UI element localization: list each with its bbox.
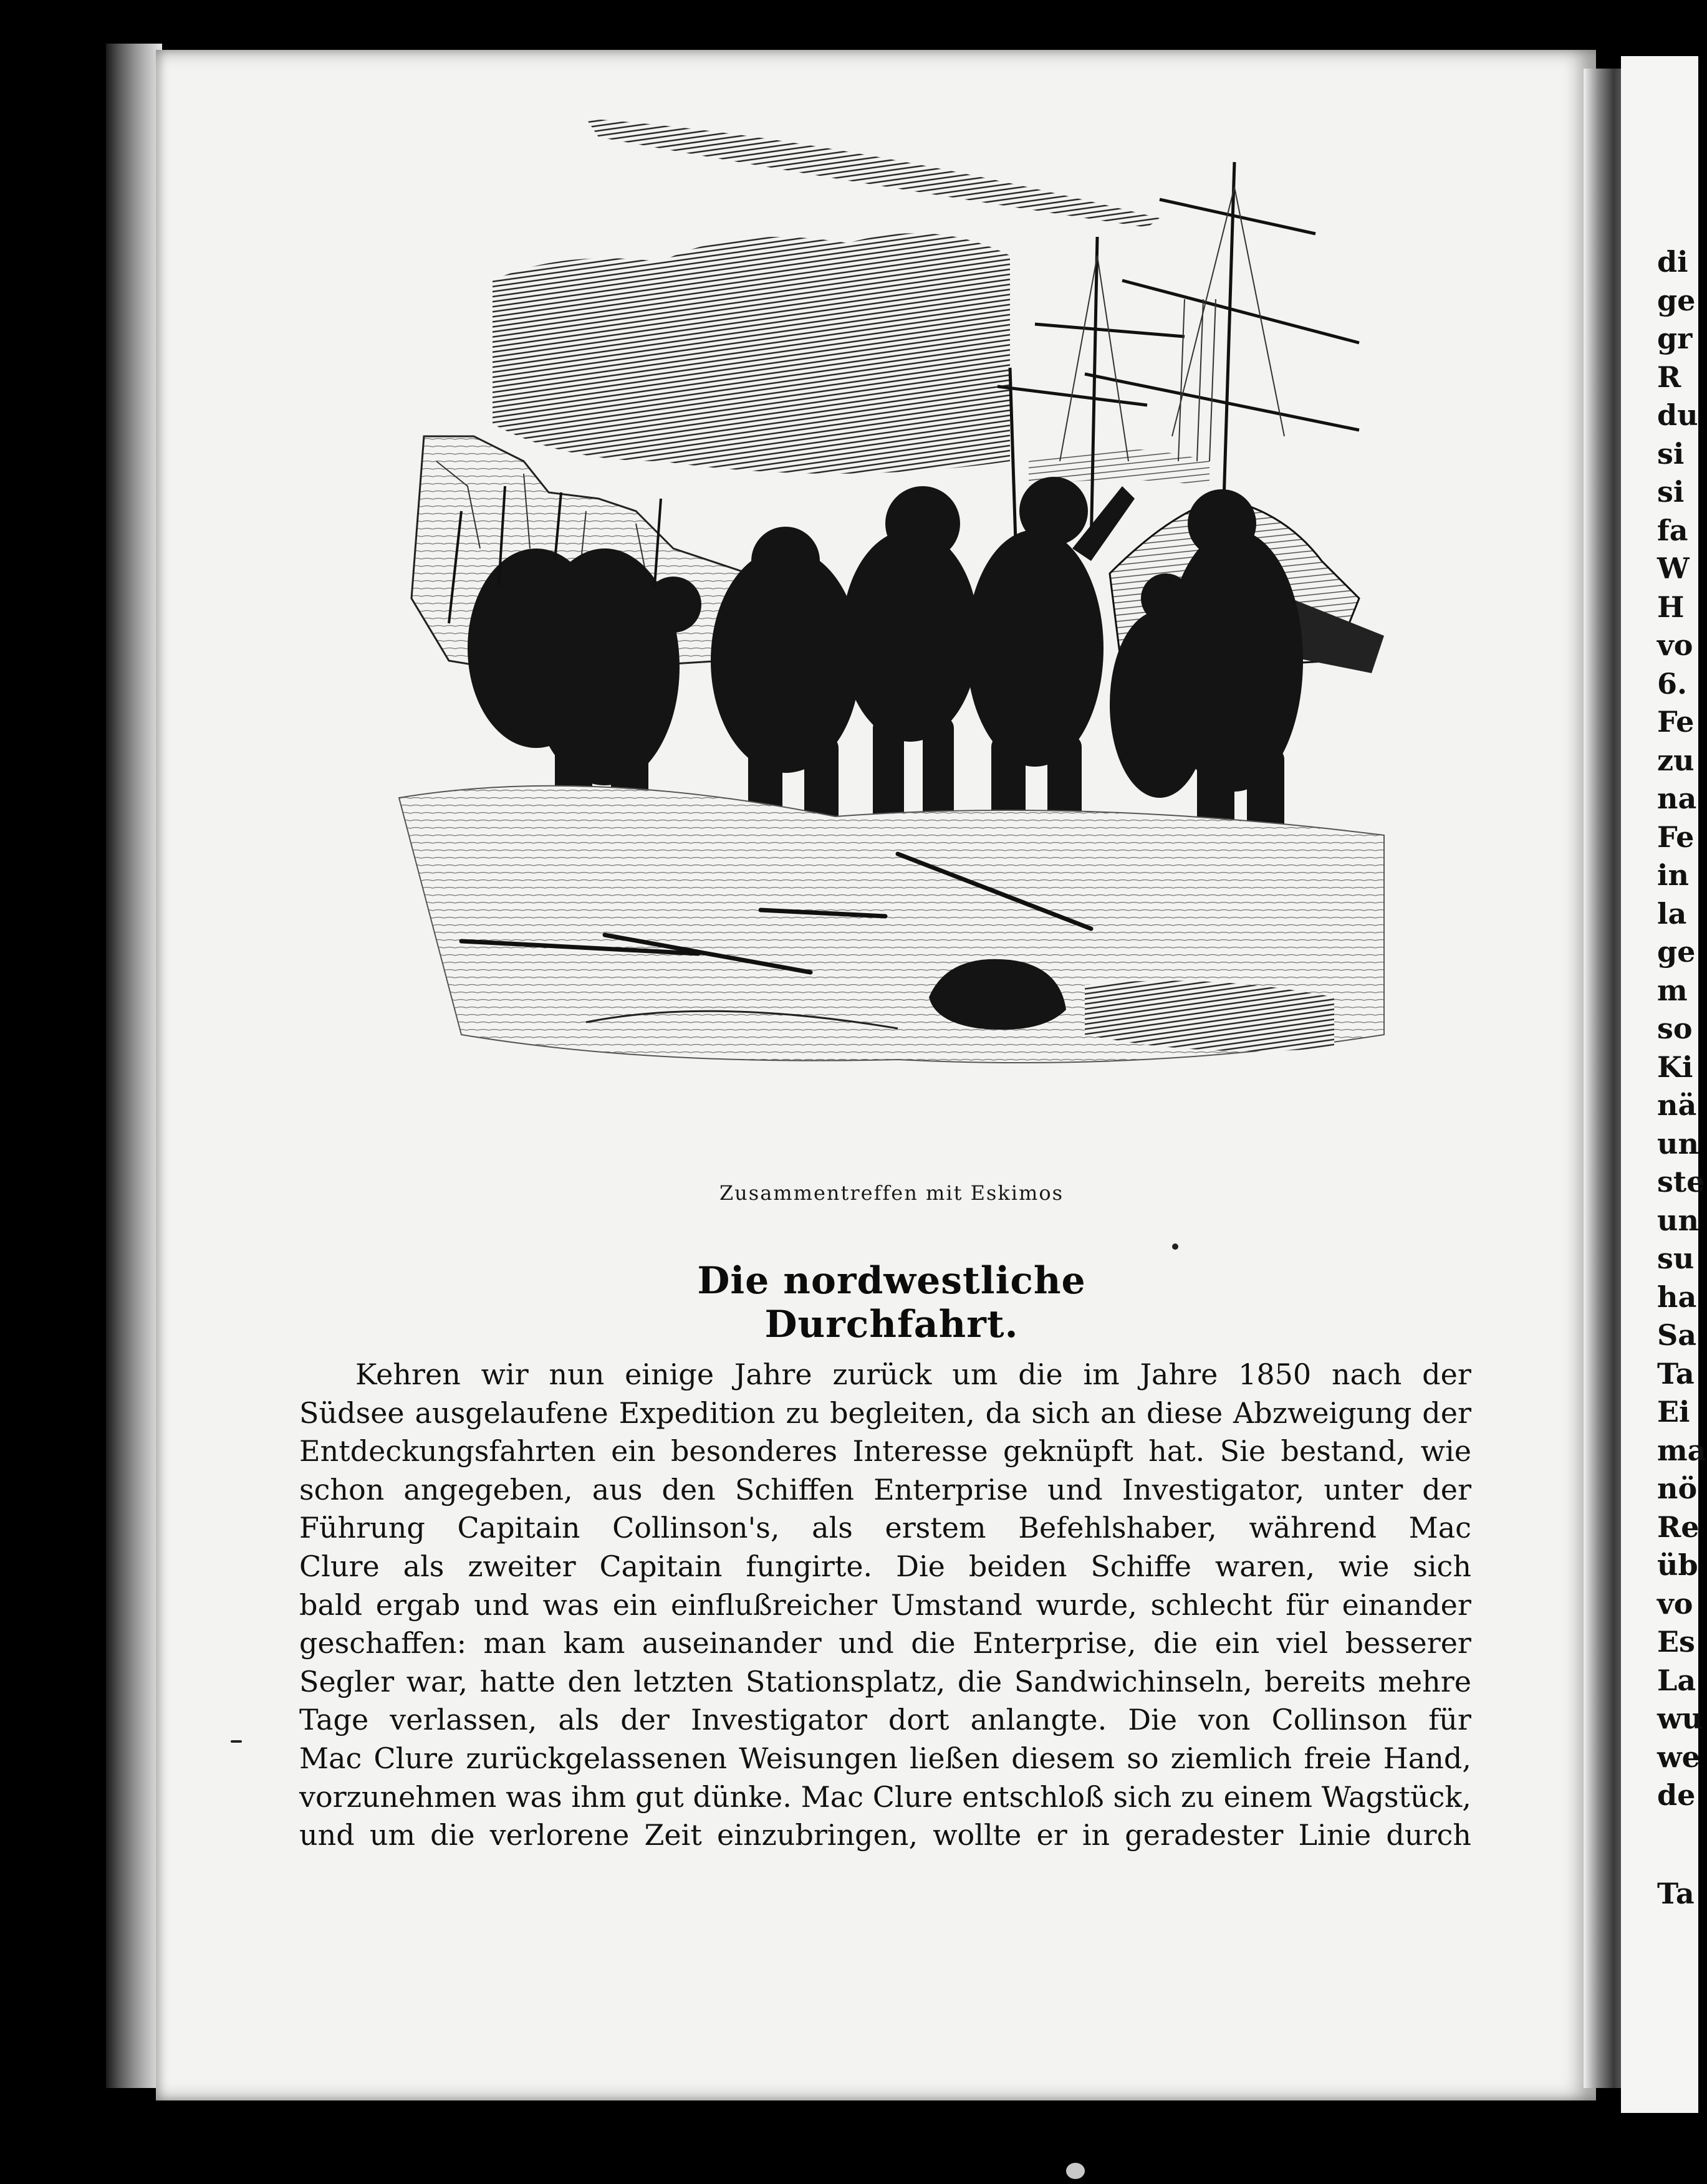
right-page-fragment: de	[1657, 1778, 1696, 1812]
book-spine	[106, 44, 162, 2088]
right-page-fragment: su	[1657, 1242, 1695, 1275]
right-page-fragment: Ta	[1657, 1356, 1695, 1391]
right-page-fragment: 6.	[1657, 666, 1688, 701]
sky-streak	[586, 118, 1160, 228]
section-heading: Die nordwestliche Durchfahrt.	[697, 1259, 1086, 1346]
right-page-fragment: si	[1657, 436, 1685, 471]
right-page-fragment: gr	[1657, 322, 1693, 355]
text-line: Entdeckungsfahrten ein besonderes Interesse geknüpft hat. Sie bestand, wie	[299, 1434, 1471, 1468]
right-page-fragment: La	[1657, 1663, 1696, 1697]
right-page-fragment: W	[1657, 552, 1690, 585]
cloud-mass	[493, 233, 1010, 474]
right-page-fragment: ge	[1657, 283, 1696, 317]
text-line: bald ergab und was ein einflußreicher Umstand wurde, schlecht für einander	[299, 1588, 1471, 1622]
right-page-fragment: Ki	[1657, 1050, 1693, 1084]
text-line: Tage verlassen, als der Investigator dort anlangte. Die von Collinson für	[299, 1703, 1471, 1737]
right-page-fragment: la	[1657, 896, 1687, 931]
right-page-fragment: nö	[1657, 1472, 1698, 1505]
text-line: Südsee ausgelaufene Expedition zu begleiten, da sich an diese Abzweigung der	[299, 1396, 1471, 1430]
right-page-fragment: Ta	[1657, 1876, 1695, 1910]
right-page-fragment: vo	[1657, 628, 1693, 662]
right-page-fragment: nä	[1657, 1088, 1697, 1122]
right-page-fragment: ste	[1657, 1165, 1705, 1199]
right-page-fragment: Sa	[1657, 1318, 1697, 1352]
right-page-fragment: we	[1657, 1740, 1700, 1774]
text-line: vorzunehmen was ihm gut dünke. Mac Clure entschloß sich zu einem Wagstück,	[299, 1779, 1471, 1814]
right-page-fragment: H	[1657, 590, 1685, 624]
right-page-fragment: Es	[1657, 1625, 1695, 1659]
right-page-fragment: ha	[1657, 1280, 1697, 1314]
right-page-fragment: fa	[1657, 513, 1688, 547]
text-line: Mac Clure zurückgelassenen Weisungen ließen diesem so ziemlich freie Hand,	[299, 1741, 1471, 1775]
book-page-right	[1621, 56, 1706, 2113]
illustration-caption: Zusammentreffen mit Eskimos	[719, 1181, 1064, 1205]
text-line: Segler war, hatte den letzten Stationsplatz, die Sandwichinseln, bereits mehre	[299, 1664, 1471, 1698]
right-page-fragment: üb	[1657, 1548, 1698, 1582]
text-line: Kehren wir nun einige Jahre zurück um die im Jahre 1850 nach der	[355, 1358, 1471, 1391]
right-page-fragment: Fe	[1657, 705, 1695, 739]
text-line: schon angegeben, aus den Schiffen Enterprise und Investigator, unter der	[299, 1472, 1471, 1506]
right-page-fragment: ma	[1657, 1433, 1706, 1467]
right-page-fragment: ge	[1657, 935, 1696, 969]
right-page-fragment: so	[1657, 1012, 1693, 1045]
right-page-fragment: un	[1657, 1203, 1699, 1237]
right-page-fragment: Ei	[1657, 1395, 1690, 1429]
print-speck	[1172, 1243, 1178, 1250]
right-page-fragment: vo	[1657, 1586, 1693, 1621]
right-page-fragment: di	[1657, 245, 1688, 279]
right-page-fragment: zu	[1657, 743, 1695, 777]
body-paragraph	[299, 1356, 1471, 1855]
right-page-text-fragments	[1657, 243, 1707, 1913]
print-speck	[231, 1740, 242, 1743]
text-line: Führung Capitain Collinson's, als erstem Befehlshaber, während Mac	[299, 1511, 1471, 1545]
right-page-fragment: un	[1657, 1126, 1699, 1161]
right-page-fragment: du	[1657, 398, 1698, 432]
print-speck	[1066, 2163, 1085, 2179]
right-page-fragment: in	[1657, 858, 1689, 892]
engraving-illustration	[399, 112, 1384, 1172]
right-page-fragment: R	[1657, 360, 1681, 394]
text-line: und um die verlorene Zeit einzubringen, wollte er in geradester Linie durch	[299, 1818, 1471, 1852]
text-line: Clure als zweiter Capitain fungirte. Die beiden Schiffe waren, wie sich	[299, 1549, 1471, 1583]
text-line: geschaffen: man kam auseinander und die Enterprise, die ein viel besserer	[299, 1626, 1471, 1660]
right-page-fragment: wu	[1657, 1702, 1703, 1735]
right-page-fragment: m	[1657, 973, 1688, 1007]
right-page-fragment: si	[1657, 475, 1685, 509]
right-page-fragment: Fe	[1657, 820, 1695, 854]
right-page-fragment: Re	[1657, 1510, 1700, 1544]
right-page-fragment: na	[1657, 782, 1697, 815]
